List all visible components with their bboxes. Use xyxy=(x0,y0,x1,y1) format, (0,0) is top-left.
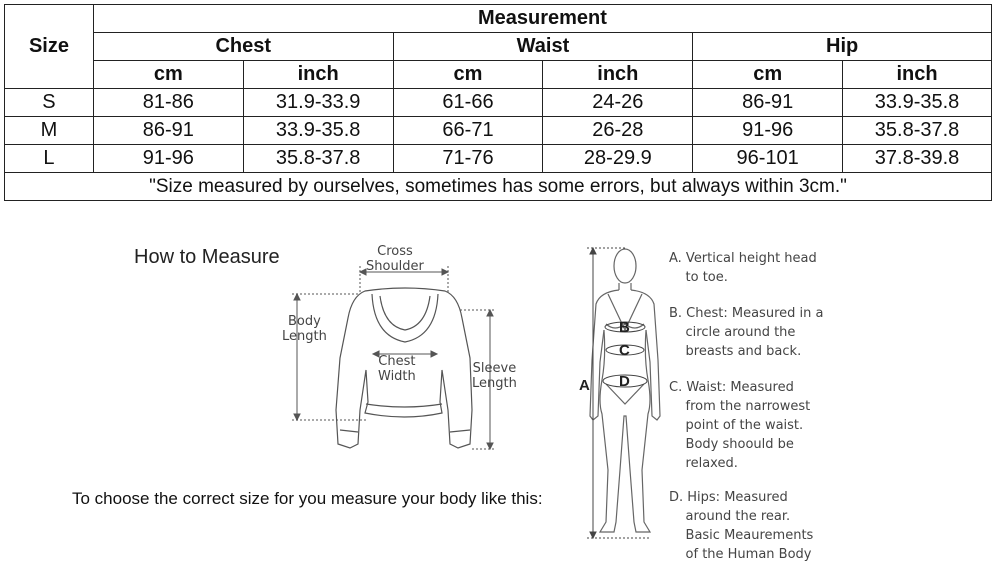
body-figure-illustration xyxy=(590,249,660,532)
body-letter-d: D xyxy=(619,373,630,390)
table-cell: 71-76 xyxy=(393,145,543,173)
body-letter-a: A xyxy=(579,377,590,394)
size-cell: S xyxy=(5,89,94,117)
table-cell: 81-86 xyxy=(93,89,243,117)
instruction-text: To choose the correct size for you measure your body like this: xyxy=(72,489,543,508)
table-cell: 35.8-37.8 xyxy=(243,145,393,173)
table-cell: 91-96 xyxy=(693,117,843,145)
cross-shoulder-label: Cross Shoulder xyxy=(366,244,424,274)
table-cell: 28-29.9 xyxy=(543,145,693,173)
body-length-label: Body Length xyxy=(282,314,327,344)
table-cell: 35.8-37.8 xyxy=(843,117,992,145)
note-b: B. Chest: Measured in a circle around the breasts and back. xyxy=(669,306,824,359)
hip-header: Hip xyxy=(693,33,992,61)
table-cell: 31.9-33.9 xyxy=(243,89,393,117)
table-cell: 33.9-35.8 xyxy=(243,117,393,145)
note-d: D. Hips: Measured around the rear. Basic Meaurements of the Human Body xyxy=(669,490,814,562)
size-cell: M xyxy=(5,117,94,145)
table-cell: 86-91 xyxy=(93,117,243,145)
table-cell: 91-96 xyxy=(93,145,243,173)
unit-header: cm xyxy=(393,61,543,89)
body-letter-b: B xyxy=(619,319,630,336)
table-cell: 24-26 xyxy=(543,89,693,117)
sleeve-length-label: Sleeve Length xyxy=(472,361,517,391)
chest-header: Chest xyxy=(93,33,393,61)
size-header: Size xyxy=(5,5,94,89)
table-cell: 61-66 xyxy=(393,89,543,117)
table-note: "Size measured by ourselves, sometimes has some errors, but always within 3cm." xyxy=(5,173,992,201)
unit-header: inch xyxy=(843,61,992,89)
unit-header: inch xyxy=(243,61,393,89)
how-to-measure-title: How to Measure xyxy=(134,246,280,268)
unit-header: inch xyxy=(543,61,693,89)
unit-header: cm xyxy=(93,61,243,89)
measurement-header: Measurement xyxy=(93,5,991,33)
table-cell: 66-71 xyxy=(393,117,543,145)
table-cell: 86-91 xyxy=(693,89,843,117)
size-cell: L xyxy=(5,145,94,173)
unit-header: cm xyxy=(693,61,843,89)
table-cell: 96-101 xyxy=(693,145,843,173)
note-c: C. Waist: Measured from the narrowest point of the waist. Body shoould be relaxed. xyxy=(669,380,811,471)
note-a: A. Vertical height head to toe. xyxy=(669,251,817,285)
chest-width-label: Chest Width xyxy=(378,354,416,384)
waist-header: Waist xyxy=(393,33,693,61)
body-letter-c: C xyxy=(619,342,630,359)
table-cell: 26-28 xyxy=(543,117,693,145)
table-cell: 37.8-39.8 xyxy=(843,145,992,173)
table-cell: 33.9-35.8 xyxy=(843,89,992,117)
